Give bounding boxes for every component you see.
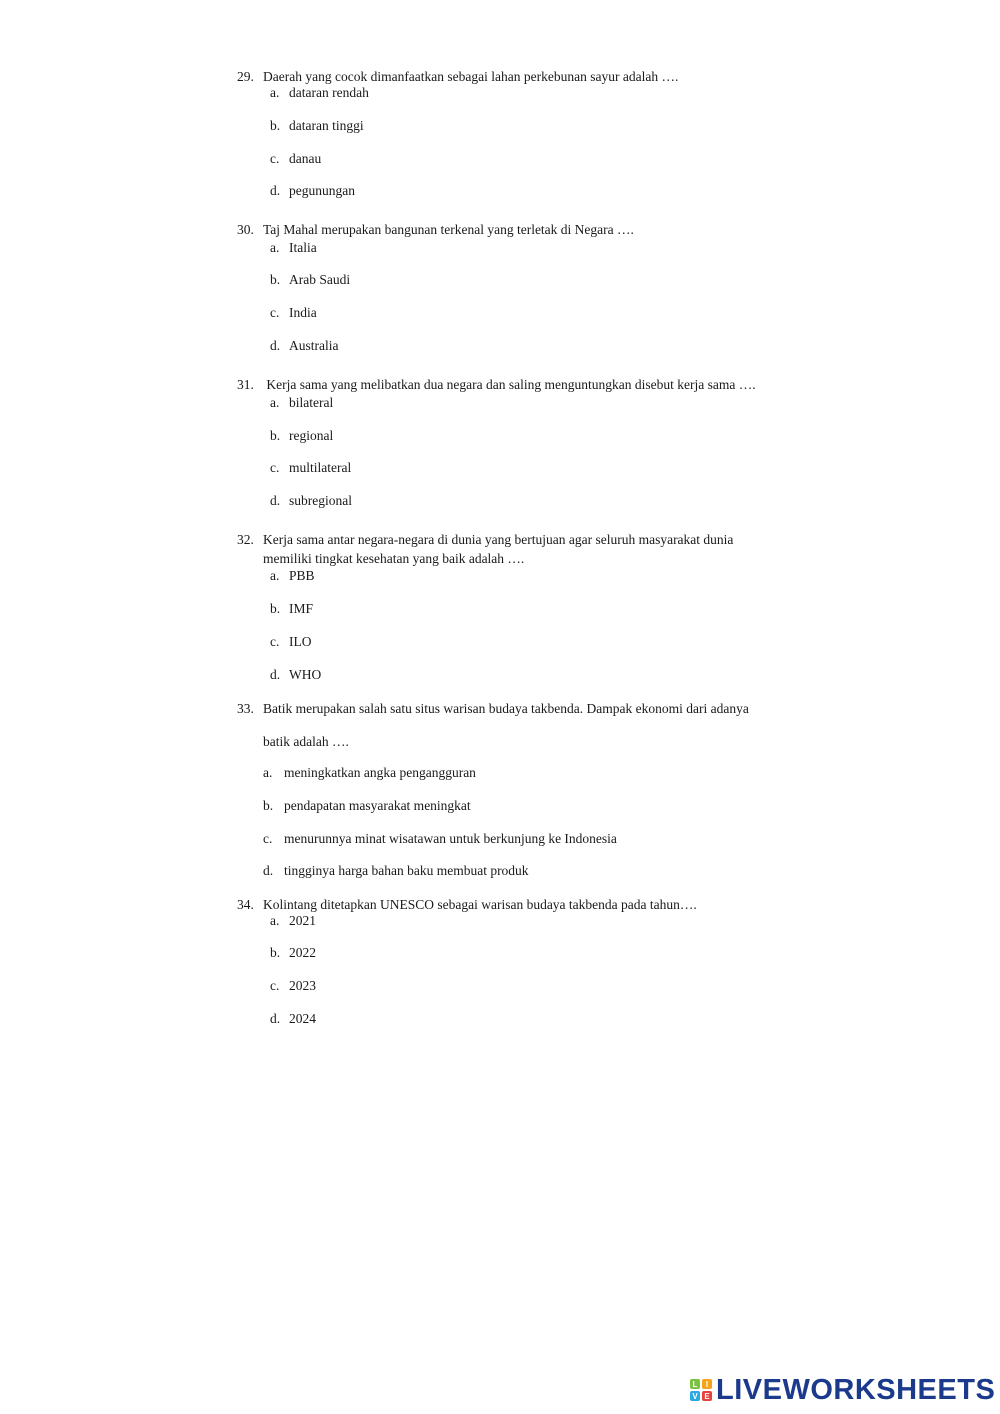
question-30 <box>237 220 837 239</box>
option-text: Arab Saudi <box>289 272 351 287</box>
question-text: Kerja sama yang melibatkan dua negara dan saling menguntungkan disebut kerja sama …. <box>263 377 756 392</box>
option-31-b[interactable] <box>270 427 333 445</box>
option-34-a[interactable] <box>270 912 316 930</box>
question-text: Kolintang ditetapkan UNESCO sebagai warisan budaya takbenda pada tahun…. <box>263 897 697 912</box>
option-29-b[interactable] <box>270 117 364 135</box>
question-number: 33. <box>237 701 254 716</box>
question-text-continued: memiliki tingkat kesehatan yang baik adalah …. <box>263 551 525 566</box>
option-text: pendapatan masyarakat meningkat <box>284 798 471 813</box>
option-letter: b. <box>270 118 281 133</box>
option-29-c[interactable] <box>270 150 321 168</box>
option-letter: d. <box>270 1011 281 1026</box>
option-32-b[interactable] <box>270 600 313 618</box>
option-text: Australia <box>289 338 339 353</box>
option-33-b[interactable] <box>263 797 471 815</box>
question-number: 30. <box>237 222 254 237</box>
option-text: regional <box>289 428 334 443</box>
option-text: WHO <box>289 667 322 682</box>
option-29-d[interactable] <box>270 182 355 200</box>
option-31-a[interactable] <box>270 394 333 412</box>
option-letter: b. <box>270 945 281 960</box>
option-text: IMF <box>289 601 314 616</box>
option-text: ILO <box>289 634 312 649</box>
question-33 <box>237 699 837 718</box>
option-32-a[interactable] <box>270 567 315 585</box>
option-letter: a. <box>263 765 273 780</box>
question-text: Kerja sama antar negara-negara di dunia yang bertujuan agar seluruh masyarakat dunia <box>263 532 734 547</box>
option-letter: d. <box>263 863 274 878</box>
option-letter: d. <box>270 183 281 198</box>
question-number: 34. <box>237 897 254 912</box>
logo-icon <box>690 1379 712 1401</box>
option-30-d[interactable] <box>270 337 339 355</box>
option-32-d[interactable] <box>270 666 321 684</box>
option-text: dataran rendah <box>289 85 369 100</box>
option-34-d[interactable] <box>270 1010 316 1028</box>
option-text: 2021 <box>289 913 316 928</box>
question-text: Taj Mahal merupakan bangunan terkenal yang terletak di Negara …. <box>263 222 634 237</box>
question-number: 31. <box>237 377 254 392</box>
option-letter: c. <box>270 978 280 993</box>
option-30-a[interactable] <box>270 239 317 257</box>
option-34-c[interactable] <box>270 977 316 995</box>
question-text: Batik merupakan salah satu situs warisan budaya takbenda. Dampak ekonomi dari adanya <box>263 701 749 716</box>
option-letter: b. <box>263 798 274 813</box>
question-text-continued: batik adalah …. <box>263 734 349 749</box>
option-text: subregional <box>289 493 352 508</box>
option-text: 2024 <box>289 1011 316 1026</box>
option-text: danau <box>289 151 322 166</box>
question-text: Daerah yang cocok dimanfaatkan sebagai lahan perkebunan sayur adalah …. <box>263 69 679 84</box>
option-letter: c. <box>270 460 280 475</box>
option-31-d[interactable] <box>270 492 352 510</box>
question-number: 29. <box>237 69 254 84</box>
question-number: 32. <box>237 532 254 547</box>
option-text: 2022 <box>289 945 316 960</box>
option-letter: c. <box>270 151 280 166</box>
option-letter: a. <box>270 568 280 583</box>
logo-cell: V <box>690 1391 700 1401</box>
option-30-c[interactable] <box>270 304 317 322</box>
logo-cell: I <box>702 1379 712 1389</box>
option-text: meningkatkan angka pengangguran <box>284 765 476 780</box>
option-text: PBB <box>289 568 315 583</box>
logo-cell: L <box>690 1379 700 1389</box>
question-34 <box>237 895 837 914</box>
option-letter: c. <box>270 305 280 320</box>
option-letter: c. <box>270 634 280 649</box>
option-letter: c. <box>263 831 273 846</box>
option-33-d[interactable] <box>263 862 529 880</box>
option-text: dataran tinggi <box>289 118 364 133</box>
liveworksheets-logo[interactable] <box>690 1374 995 1406</box>
option-text: India <box>289 305 317 320</box>
option-text: multilateral <box>289 460 352 475</box>
question-31 <box>237 375 857 394</box>
option-text: 2023 <box>289 978 316 993</box>
question-33-continued <box>237 732 837 751</box>
option-letter: d. <box>270 338 281 353</box>
option-letter: a. <box>270 913 280 928</box>
option-text: pegunungan <box>289 183 355 198</box>
option-text: bilateral <box>289 395 334 410</box>
option-34-b[interactable] <box>270 944 316 962</box>
option-letter: b. <box>270 272 281 287</box>
option-letter: d. <box>270 667 281 682</box>
question-32 <box>237 530 837 568</box>
option-30-b[interactable] <box>270 271 350 289</box>
option-29-a[interactable] <box>270 84 369 102</box>
option-32-c[interactable] <box>270 633 312 651</box>
option-letter: a. <box>270 395 280 410</box>
option-letter: a. <box>270 85 280 100</box>
option-letter: a. <box>270 240 280 255</box>
option-text: menurunnya minat wisatawan untuk berkunjung ke Indonesia <box>284 831 617 846</box>
option-33-a[interactable] <box>263 764 476 782</box>
option-text: Italia <box>289 240 317 255</box>
option-letter: b. <box>270 428 281 443</box>
option-31-c[interactable] <box>270 459 351 477</box>
option-letter: b. <box>270 601 281 616</box>
option-text: tingginya harga bahan baku membuat produk <box>284 863 529 878</box>
logo-cell: E <box>702 1391 712 1401</box>
option-33-c[interactable] <box>263 830 617 848</box>
option-letter: d. <box>270 493 281 508</box>
logo-text: LIVEWORKSHEETS <box>716 1373 996 1406</box>
